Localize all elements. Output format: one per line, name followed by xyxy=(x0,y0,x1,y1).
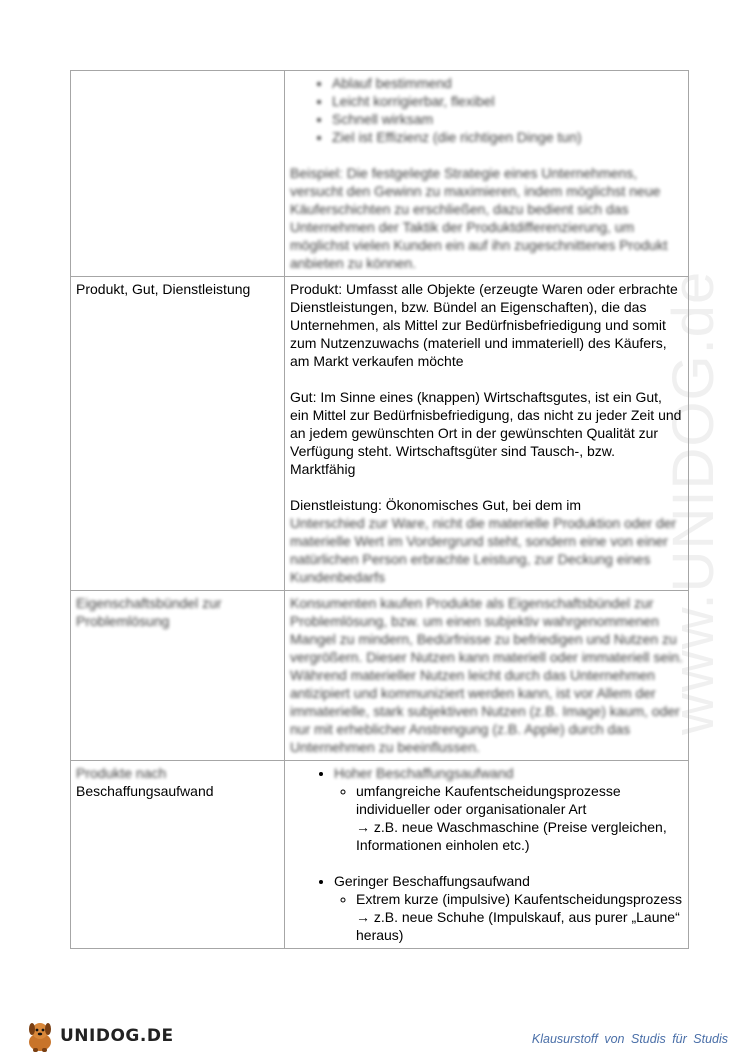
list-item: • Ziel ist Effizienz (die richtigen Dinge tun) xyxy=(332,128,683,146)
list-item: • Leicht korrigierbar, flexibel xyxy=(332,92,683,110)
definition-cell xyxy=(285,761,689,949)
term-cell xyxy=(71,761,285,949)
table-row xyxy=(71,591,689,761)
list-item xyxy=(334,764,683,854)
example-text: Beispiel: Die festgelegte Strategie eines Unternehmens, versucht den Gewinn zu maximieren, indem möglichst neue Käuferschichten zu erschließen, dazu bedient sich das Unternehmen der Taktik der Produktdifferenzierung, um möglichst vielen Kunden ein auf ihn zugeschnittenes Produkt anbieten zu können. xyxy=(290,165,668,271)
sub-list xyxy=(334,782,683,854)
gering-label: Geringer Beschaffungsaufwand xyxy=(334,873,530,889)
gering-sub-2: → z.B. neue Schuhe (Impulskauf, aus purer „Laune“ heraus) xyxy=(356,909,680,943)
table-row xyxy=(71,71,689,277)
dog-icon xyxy=(22,1018,58,1054)
bullet-list xyxy=(290,872,683,944)
footer-slogan: Klausurstoff von Studis für Studis xyxy=(531,1032,728,1046)
blurred-content xyxy=(290,74,683,272)
table-row xyxy=(71,277,689,591)
definition-cell xyxy=(285,71,689,277)
dienstleistung-definition: Dienstleistung: Ökonomisches Gut, bei dem im xyxy=(290,497,582,513)
produkt-definition: Produkt: Umfasst alle Objekte (erzeugte Waren oder erbrachte Dienstleistungen, bzw. Bündel an Eigenschaften), die das Unternehmen, als Mittel zur Bedürfnisbefriedigung und somit zum Nutzenzuwachs (materiell und immateriell) des Käufers, am Markt verkaufen möchte xyxy=(290,281,678,369)
term-cell xyxy=(71,591,285,761)
list-item: • Ablauf bestimmend xyxy=(332,74,683,92)
table-row xyxy=(71,761,689,949)
dienstleistung-definition-blurred: Unterschied zur Ware, nicht die materielle Produktion oder der materielle Wert im Vordergrund steht, sondern eine von einer natürlichen Person erbrachte Leistung, zur Deckung eines Kundenbedarfs xyxy=(290,515,677,585)
logo-text: UNIDOG.DE xyxy=(60,1026,174,1046)
sub-list-item xyxy=(356,782,683,854)
definition-text: Konsumenten kaufen Produkte als Eigenschaftsbündel zur Problemlösung, bzw. um einen subjektiv wahrgenommenen Mangel zu mindern, Bedürfnisse zu befriedigen und Nutzen zu vergrößern. Dieser Nutzen kann materiell oder immateriell sein. Während materieller Nutzen leicht durch das Unternehmen antizipiert und kommuniziert werden kann, ist vor Allem der immaterielle, stark subjektiven Nutzen (z.B. Image) kaum, oder nur mit erheblicher Anstrengung (z.B. Apple) durch das Unternehmen zu beeinflussen. xyxy=(290,595,683,755)
definition-cell xyxy=(285,277,689,591)
term-label: Eigenschaftsbündel zur Problemlösung xyxy=(76,595,222,629)
document-page xyxy=(70,70,683,949)
gering-sub-1: Extrem kurze (impulsive) Kaufentscheidungsprozess xyxy=(356,891,683,907)
term-cell xyxy=(71,277,285,591)
bullet-list xyxy=(290,74,683,146)
sub-list xyxy=(334,890,683,944)
gut-definition: Gut: Im Sinne eines (knappen) Wirtschaftsgutes, ist ein Gut, ein Mittel zur Bedürfnisbefriedigung, das nicht zu jeder Zeit und an jedem gewünschten Ort in der gewünschten Qualität zur Verfügung steht. Wirtschaftsgüter sind Tausch-, bzw. Marktfähig xyxy=(290,389,682,477)
watermark-text: www.UNIDOG.de xyxy=(661,270,726,735)
definition-cell xyxy=(285,591,689,761)
sub-list-item xyxy=(356,890,683,944)
term-label: Produkt, Gut, Dienstleistung xyxy=(76,281,251,297)
bullet-list xyxy=(290,764,683,854)
hoch-sub-1: umfangreiche Kaufentscheidungsprozesse individueller oder organisationaler Art xyxy=(356,783,621,817)
unidog-logo[interactable] xyxy=(22,1018,174,1054)
hoch-label: Hoher Beschaffungsaufwand xyxy=(334,765,514,781)
term-label-line1: Produkte nach xyxy=(76,765,167,781)
term-label-line2: Beschaffungsaufwand xyxy=(76,783,214,799)
term-cell xyxy=(71,71,285,277)
list-item: • Schnell wirksam xyxy=(332,110,683,128)
hoch-sub-2: → z.B. neue Waschmaschine (Preise vergleichen, Informationen einholen etc.) xyxy=(356,819,667,853)
definition-table xyxy=(70,70,689,949)
list-item xyxy=(334,872,683,944)
